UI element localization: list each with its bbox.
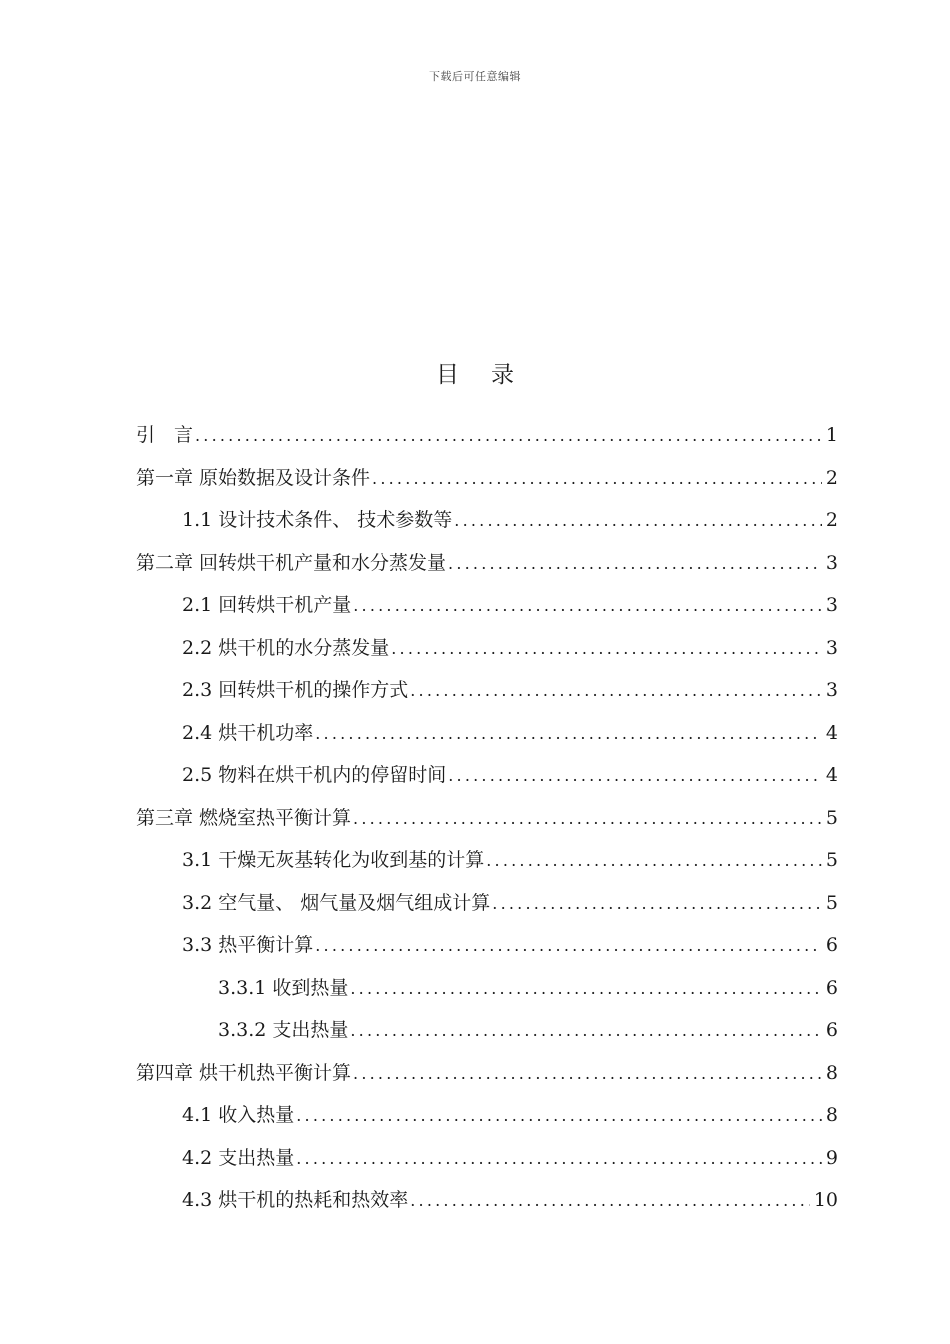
toc-entry-page-number: 5 xyxy=(825,807,838,829)
toc-entry-page-number: 5 xyxy=(825,849,838,871)
toc-entry-label: 引 言 xyxy=(136,424,194,446)
toc-entry-label: 3.2 空气量、 烟气量及烟气组成计算 xyxy=(182,892,491,914)
toc-title-char-2: 录 xyxy=(491,362,514,388)
toc-entry-label: 1.1 设计技术条件、 技术参数等 xyxy=(182,509,453,531)
toc-leader-dots xyxy=(372,458,822,500)
toc-entry-page-number: 2 xyxy=(825,467,838,489)
toc-leader-dots xyxy=(410,670,822,712)
toc-entry-label: 4.2 支出热量 xyxy=(182,1147,295,1169)
toc-entry-label: 3.3 热平衡计算 xyxy=(182,934,314,956)
toc-entry-page-number: 3 xyxy=(825,679,838,701)
toc-entry[interactable] xyxy=(218,1009,838,1051)
toc-entry-label: 3.3.2 支出热量 xyxy=(218,1019,349,1041)
toc-entry-label: 第一章 原始数据及设计条件 xyxy=(136,467,371,489)
toc-leader-dots xyxy=(353,1053,822,1095)
toc-entry[interactable] xyxy=(182,669,838,711)
toc-entry-page-number: 8 xyxy=(825,1104,838,1126)
toc-leader-dots xyxy=(448,543,822,585)
toc-leader-dots xyxy=(353,585,822,627)
toc-leader-dots xyxy=(350,968,822,1010)
toc-entry[interactable] xyxy=(182,712,838,754)
toc-leader-dots xyxy=(195,415,822,457)
toc-entry-label: 3.1 干燥无灰基转化为收到基的计算 xyxy=(182,849,485,871)
toc-entry-page-number: 3 xyxy=(825,594,838,616)
toc-entry-page-number: 10 xyxy=(813,1189,838,1211)
toc-entry-page-number: 3 xyxy=(825,552,838,574)
toc-entry[interactable] xyxy=(136,542,838,584)
toc-entry[interactable] xyxy=(182,1137,838,1179)
toc-entry-page-number: 3 xyxy=(825,637,838,659)
toc-title-char-1: 目 xyxy=(436,362,459,388)
toc-entry[interactable] xyxy=(136,414,838,456)
toc-title xyxy=(0,356,950,389)
toc-entry-label: 2.4 烘干机功率 xyxy=(182,722,314,744)
toc-leader-dots xyxy=(353,798,822,840)
toc-leader-dots xyxy=(486,840,822,882)
toc-entry-page-number: 4 xyxy=(825,722,838,744)
toc-entry-page-number: 6 xyxy=(825,934,838,956)
toc-leader-dots xyxy=(410,1180,810,1222)
toc-leader-dots xyxy=(454,500,822,542)
toc-leader-dots xyxy=(350,1010,822,1052)
toc-entry[interactable] xyxy=(218,967,838,1009)
toc-leader-dots xyxy=(448,755,822,797)
toc-entry-label: 2.2 烘干机的水分蒸发量 xyxy=(182,637,390,659)
toc-entry[interactable] xyxy=(182,924,838,966)
toc-entry[interactable] xyxy=(136,457,838,499)
toc-leader-dots xyxy=(296,1095,822,1137)
toc-entry[interactable] xyxy=(182,627,838,669)
toc-entry-page-number: 4 xyxy=(825,764,838,786)
toc-entry[interactable] xyxy=(182,839,838,881)
toc-entry-page-number: 6 xyxy=(825,977,838,999)
toc-entry[interactable] xyxy=(182,584,838,626)
toc-entry-label: 4.1 收入热量 xyxy=(182,1104,295,1126)
toc-entry[interactable] xyxy=(136,1052,838,1094)
toc-entry[interactable] xyxy=(182,1179,838,1221)
toc-entry[interactable] xyxy=(182,754,838,796)
toc-entry-label: 3.3.1 收到热量 xyxy=(218,977,349,999)
toc-entry-label: 2.3 回转烘干机的操作方式 xyxy=(182,679,409,701)
toc-leader-dots xyxy=(391,628,822,670)
toc-entry[interactable] xyxy=(182,882,838,924)
header-note: 下载后可任意编辑 xyxy=(429,70,521,83)
toc-entry-page-number: 6 xyxy=(825,1019,838,1041)
toc-entry-label: 2.1 回转烘干机产量 xyxy=(182,594,352,616)
toc-entry[interactable] xyxy=(136,797,838,839)
toc-entry-page-number: 9 xyxy=(825,1147,838,1169)
toc-entry-page-number: 2 xyxy=(825,509,838,531)
toc-entry-label: 2.5 物料在烘干机内的停留时间 xyxy=(182,764,447,786)
toc-entry-label: 第四章 烘干机热平衡计算 xyxy=(136,1062,352,1084)
toc-leader-dots xyxy=(492,883,822,925)
toc-leader-dots xyxy=(296,1138,822,1180)
toc-leader-dots xyxy=(315,713,822,755)
toc-entry-label: 第二章 回转烘干机产量和水分蒸发量 xyxy=(136,552,447,574)
toc-entry[interactable] xyxy=(182,1094,838,1136)
toc-entry-label: 4.3 烘干机的热耗和热效率 xyxy=(182,1189,409,1211)
toc-entry[interactable] xyxy=(182,499,838,541)
toc-entry-page-number: 5 xyxy=(825,892,838,914)
toc-entry-page-number: 8 xyxy=(825,1062,838,1084)
toc-entry-label: 第三章 燃烧室热平衡计算 xyxy=(136,807,352,829)
toc-leader-dots xyxy=(315,925,822,967)
toc-entry-page-number: 1 xyxy=(825,424,838,446)
